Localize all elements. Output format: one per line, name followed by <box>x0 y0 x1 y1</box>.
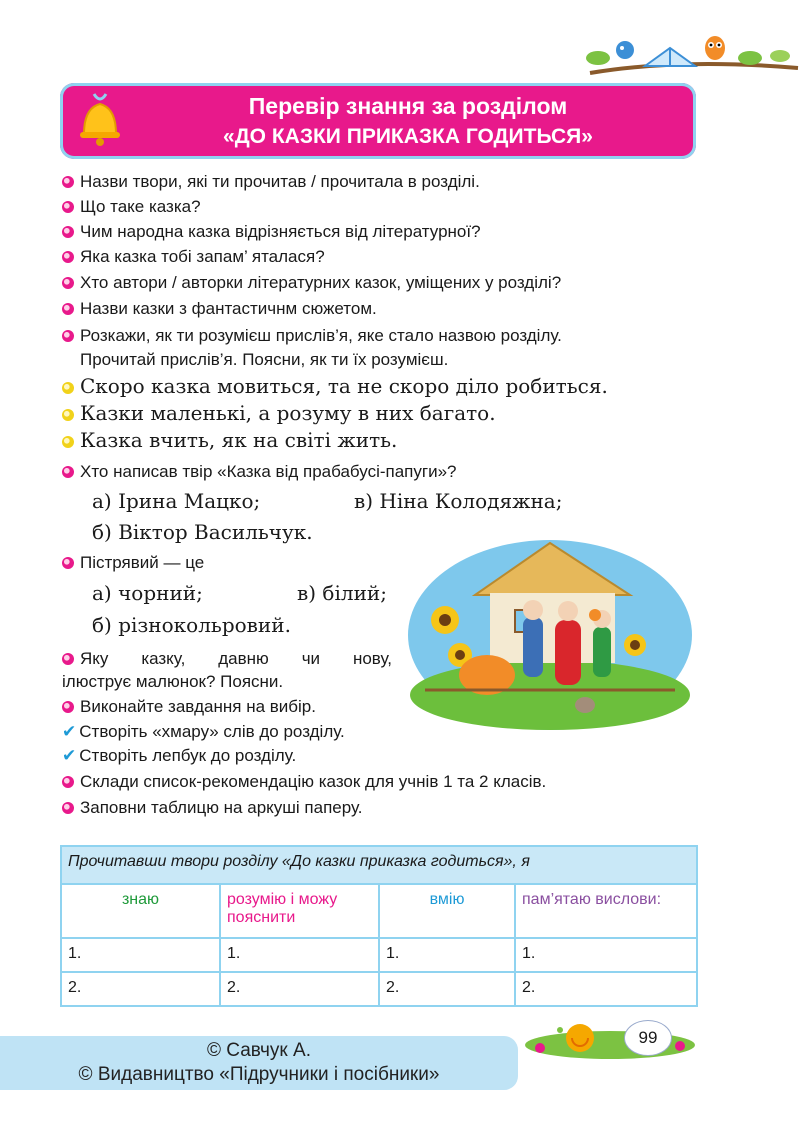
page-number: 99 <box>624 1020 672 1056</box>
table-cell: 2. <box>61 972 220 1006</box>
answer-v: в) Ніна Колодяжна; <box>354 489 563 513</box>
table-cell: 1. <box>61 938 220 972</box>
bullet-icon <box>62 653 74 665</box>
bullet-icon <box>62 436 74 448</box>
copyright-publisher: © Видавництво «Підручники і посібники» <box>78 1064 440 1085</box>
bullet-icon <box>62 701 74 713</box>
table-cell: 2. <box>515 972 697 1006</box>
copyright-author: © Савчук А. <box>207 1040 311 1061</box>
bullet-icon <box>62 303 74 315</box>
bullet-icon <box>62 201 74 213</box>
question-picture: Яку казку, давню чи нову, <box>62 648 392 670</box>
summary-table <box>60 845 698 1007</box>
question-1: Назви твори, які ти прочитав / прочитала в розділі. <box>62 171 480 193</box>
section-banner <box>60 83 696 159</box>
question-7: Розкажи, як ти розумієш прислів’я, яке стало назвою розділу. <box>62 325 562 347</box>
proverb-3: Казка вчить, як на світі жить. <box>62 427 397 453</box>
task-choose: Виконайте завдання на вибір. <box>62 696 316 718</box>
task-table: Заповни таблицю на аркуші паперу. <box>62 797 363 819</box>
snail-flowers-illustration <box>520 1000 700 1070</box>
banner-subtitle: «ДО КАЗКИ ПРИКАЗКА ГОДИТЬСЯ» <box>223 125 593 148</box>
answer-a: а) Ірина Мацко; <box>92 489 261 513</box>
bullet-icon <box>62 226 74 238</box>
bullet-icon <box>62 176 74 188</box>
question-6: Назви казки з фантастичнм сюжетом. <box>62 298 377 320</box>
birds-on-branch-illustration <box>570 28 800 88</box>
question-5: Хто автори / авторки літературних казок, уміщених у розділі? <box>62 272 561 294</box>
color-answer-v: в) білий; <box>297 581 387 605</box>
bullet-icon <box>62 802 74 814</box>
question-color: Пістрявий — це <box>62 552 204 574</box>
table-col-know: знаю <box>61 884 220 938</box>
table-cell: 2. <box>379 972 515 1006</box>
table-cell: 1. <box>515 938 697 972</box>
bullet-icon <box>62 776 74 788</box>
bullet-icon <box>62 466 74 478</box>
bullet-icon <box>62 277 74 289</box>
question-4: Яка казка тобі запам’ яталася? <box>62 246 325 268</box>
folk-tale-illustration <box>405 525 695 730</box>
question-author: Хто написав твір «Казка від прабабусі-папуги»? <box>62 461 457 483</box>
table-cell: 1. <box>220 938 379 972</box>
banner-title: Перевір знання за розділом <box>248 93 568 119</box>
proverb-1: Скоро казка мовиться, та не скоро діло робиться. <box>62 373 608 399</box>
bullet-icon <box>62 330 74 342</box>
table-col-understand: розумію і можу пояснити <box>220 884 379 938</box>
table-header: Прочитавши твори розділу «До казки приказка годиться», я <box>61 846 697 884</box>
table-cell: 2. <box>220 972 379 1006</box>
question-3: Чим народна казка відрізняється від літературної? <box>62 221 481 243</box>
task-cloud: ✔ Створіть «хмару» слів до розділу. <box>62 722 345 741</box>
bullet-icon <box>62 251 74 263</box>
task-list: Склади список-рекомендацію казок для учнів 1 та 2 класів. <box>62 771 546 793</box>
color-answer-b: б) різнокольровий. <box>92 613 291 637</box>
question-picture-cont: ілюструє малюнок? Поясни. <box>62 672 284 691</box>
bullet-icon <box>62 382 74 394</box>
bullet-icon <box>62 557 74 569</box>
question-2: Що таке казка? <box>62 196 201 218</box>
question-7-cont: Прочитай прислів’я. Поясни, як ти їх розумієш. <box>80 350 449 369</box>
proverb-2: Казки маленькі, а розуму в них багато. <box>62 400 496 426</box>
copyright-footer <box>0 1036 518 1090</box>
checkmark-icon: ✔ <box>62 722 77 741</box>
color-answer-a: а) чорний; <box>92 581 203 605</box>
checkmark-icon: ✔ <box>62 746 77 765</box>
bullet-icon <box>62 409 74 421</box>
table-cell: 1. <box>379 938 515 972</box>
bell-icon <box>70 90 128 150</box>
table-col-can: вмію <box>379 884 515 938</box>
table-col-remember: пам’ятаю вислови: <box>515 884 697 938</box>
task-lapbook: ✔ Створіть лепбук до розділу. <box>62 746 297 765</box>
answer-b: б) Віктор Васильчук. <box>92 520 313 544</box>
